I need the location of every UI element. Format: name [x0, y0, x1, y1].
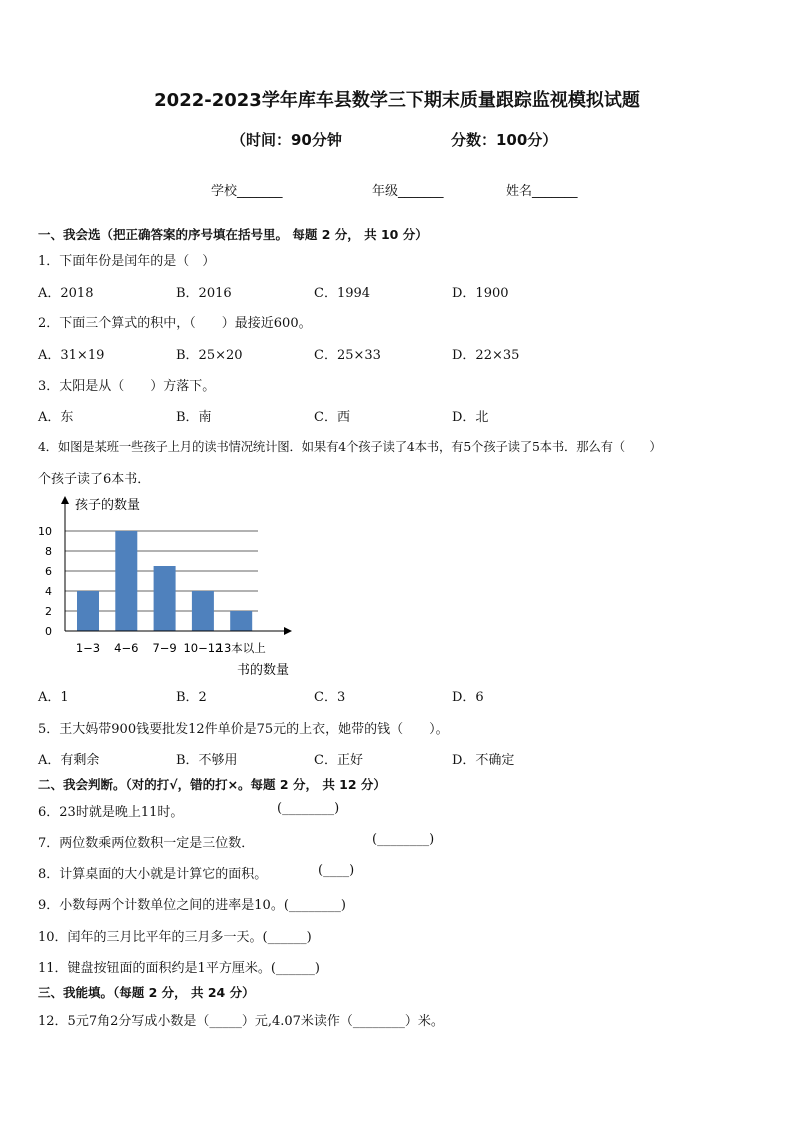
- exam-time: （时间：90分钟: [231, 131, 342, 149]
- x-tick-label: 1−3: [75, 641, 101, 655]
- exam-title: 2022-2023学年库车县数学三下期末质量跟踪监视模拟试题: [154, 90, 640, 111]
- q1-option-c: C．1994: [314, 286, 371, 301]
- bar: [77, 591, 99, 631]
- q6-answer-blank[interactable]: (________): [277, 801, 340, 816]
- x-tick-label: 7−9: [152, 641, 177, 655]
- question-4-line1: 4．如图是某班一些孩子上月的读书情况统计图．如果有4个孩子读了4本书，有5个孩子读了5本书．那么有（ ）: [38, 439, 662, 454]
- question-10: 10．闰年的三月比平年的三月多一天。(______): [38, 930, 312, 945]
- bar: [192, 591, 214, 631]
- x-axis-arrow: [284, 627, 292, 635]
- bar: [230, 611, 252, 631]
- question-9: 9．小数每两个计数单位之间的进率是10。(________): [38, 898, 346, 913]
- y-tick-label: 2: [45, 605, 52, 618]
- section2-heading: 二、我会判断。（对的打√，错的打×。每题 2 分， 共 12 分）: [38, 777, 386, 792]
- x-axis-label: 书的数量: [237, 663, 290, 678]
- y-axis-label: 孩子的数量: [75, 498, 141, 513]
- reading-bar-chart: [30, 490, 310, 685]
- q5-option-c: C．正好: [314, 753, 363, 768]
- q1-option-b: B．2016: [176, 286, 232, 301]
- q2-option-c: C．25×33: [314, 348, 381, 363]
- section3-heading: 三、我能填。（每题 2 分， 共 24 分）: [38, 985, 255, 1000]
- q3-option-c: C．西: [314, 410, 350, 425]
- name-field: 姓名_______: [506, 184, 578, 199]
- x-tick-label: 4−6: [114, 641, 139, 655]
- section1-heading: 一、我会选（把正确答案的序号填在括号里。 每题 2 分， 共 10 分）: [38, 227, 428, 242]
- q5-option-a: A．有剩余: [38, 753, 100, 768]
- question-6: 6．23时就是晚上11时。: [38, 805, 184, 820]
- q2-option-b: B．25×20: [176, 348, 243, 363]
- bar: [154, 566, 176, 631]
- q7-answer-blank[interactable]: (________): [372, 832, 435, 847]
- q4-option-b: B．2: [176, 690, 207, 705]
- exam-score: 分数：100分）: [451, 131, 558, 149]
- question-1: 1．下面年份是闰年的是（ ）: [38, 254, 216, 269]
- y-axis-arrow: [61, 496, 69, 504]
- q2-option-a: A．31×19: [38, 348, 105, 363]
- question-8: 8．计算桌面的大小就是计算它的面积。: [38, 867, 268, 882]
- question-4-line2: 个孩子读了6本书．: [38, 472, 151, 487]
- q3-option-a: A．东: [38, 410, 74, 425]
- q3-option-b: B．南: [176, 410, 212, 425]
- bar: [115, 531, 137, 631]
- y-tick-label: 4: [45, 585, 52, 598]
- q2-option-d: D．22×35: [452, 348, 520, 363]
- question-3: 3．太阳是从（ ）方落下。: [38, 379, 216, 394]
- y-tick-label: 10: [38, 525, 52, 538]
- grade-field: 年级_______: [372, 184, 444, 199]
- question-2: 2．下面三个算式的积中，（ ）最接近600。: [38, 316, 312, 331]
- q4-option-c: C．3: [314, 690, 346, 705]
- question-5: 5．王大妈带900钱要批发12件单价是75元的上衣，她带的钱（ ）。: [38, 722, 449, 737]
- q1-option-d: D．1900: [452, 286, 509, 301]
- x-tick-label: 13本以上: [216, 641, 266, 655]
- question-7: 7．两位数乘两位数积一定是三位数．: [38, 836, 255, 851]
- q5-option-b: B．不够用: [176, 753, 238, 768]
- question-12: 12．5元7角2分写成小数是（_____）元,4.07米读作（________）米。: [38, 1014, 444, 1029]
- y-tick-label: 6: [45, 565, 52, 578]
- y-tick-label: 0: [45, 625, 52, 638]
- q4-option-a: A．1: [38, 690, 69, 705]
- q5-option-d: D．不确定: [452, 753, 515, 768]
- school-field: 学校_______: [211, 184, 283, 199]
- q4-option-d: D．6: [452, 690, 484, 705]
- q1-option-a: A．2018: [38, 286, 94, 301]
- q3-option-d: D．北: [452, 410, 489, 425]
- question-11: 11．键盘按钮面的面积约是1平方厘米。(______): [38, 961, 320, 976]
- y-tick-label: 8: [45, 545, 52, 558]
- q8-answer-blank[interactable]: (____): [318, 863, 355, 878]
- x-tick-label: 10−12: [183, 641, 223, 655]
